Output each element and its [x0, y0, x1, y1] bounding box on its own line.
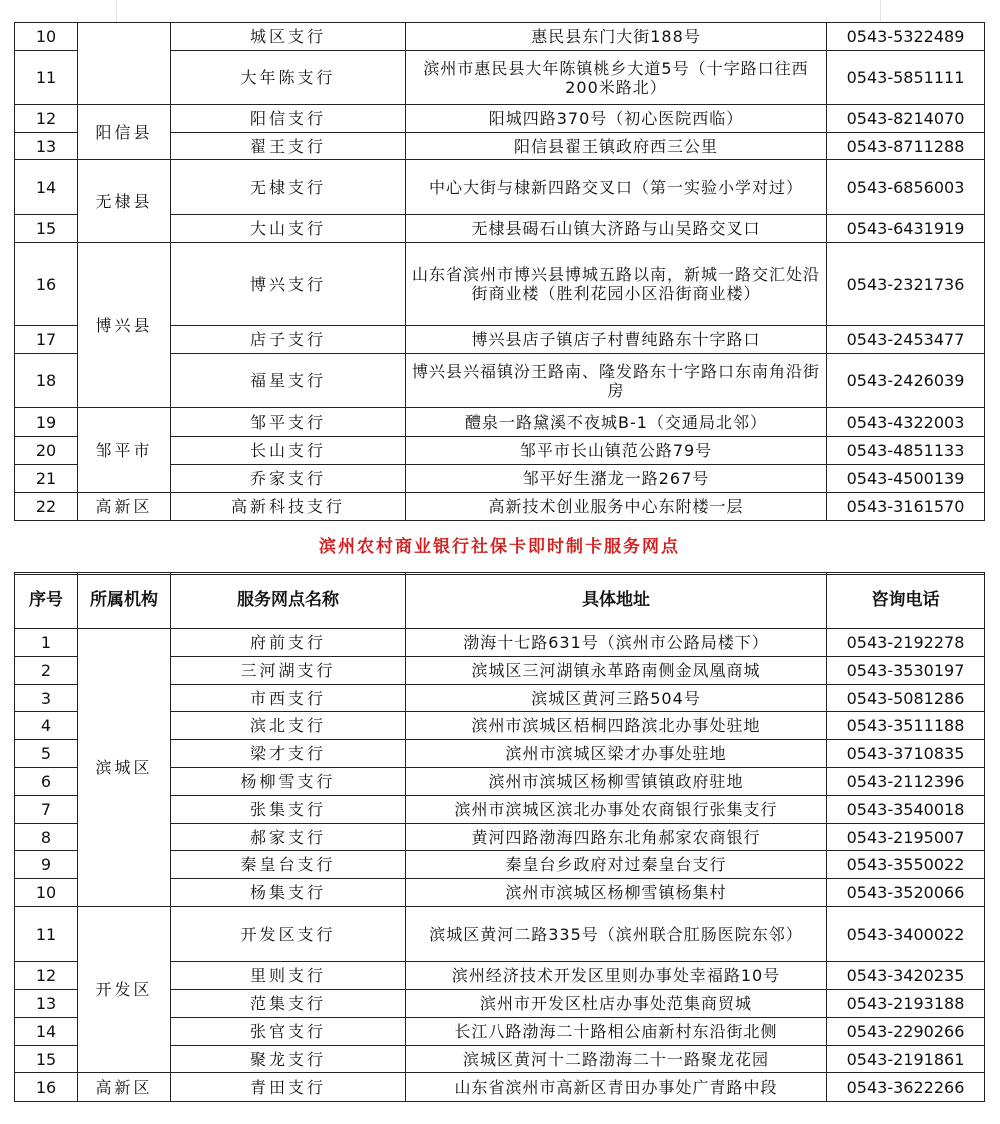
section-title: 滨州农村商业银行社保卡即时制卡服务网点 — [15, 521, 985, 575]
branch-address: 高新技术创业服务中心东附楼一层 — [406, 493, 827, 521]
org-cell: 阳信县 — [78, 105, 171, 160]
org-cell: 邹平市 — [78, 408, 171, 493]
branch-address: 渤海十七路631号（滨州市公路局楼下） — [406, 629, 827, 657]
org-cell: 开发区 — [78, 907, 171, 1073]
header-phone: 咨询电话 — [827, 573, 985, 629]
branch-name: 聚龙支行 — [171, 1046, 406, 1073]
branch-address: 邹平市长山镇范公路79号 — [406, 437, 827, 465]
branch-address: 山东省滨州市博兴县博城五路以南，新城一路交汇处沿街商业楼（胜利花园小区沿街商业楼） — [406, 243, 827, 326]
branch-phone: 0543-2192278 — [827, 629, 985, 657]
branch-address: 滨州市滨城区梧桐四路滨北办事处驻地 — [406, 712, 827, 740]
branch-phone: 0543-6856003 — [827, 160, 985, 215]
branch-address: 滨城区黄河二路335号（滨州联合肛肠医院东邻） — [406, 907, 827, 962]
branch-name: 开发区支行 — [171, 907, 406, 962]
branch-phone: 0543-2453477 — [827, 326, 985, 354]
row-number: 11 — [15, 907, 78, 962]
row-number: 9 — [15, 851, 78, 879]
branch-address: 醴泉一路黛溪不夜城B-1（交通局北邻） — [406, 408, 827, 437]
branch-address: 无棣县碣石山镇大济路与山吴路交叉口 — [406, 215, 827, 243]
branch-name: 翟王支行 — [171, 133, 406, 160]
row-number: 3 — [15, 685, 78, 712]
row-number: 2 — [15, 657, 78, 685]
table-row — [15, 105, 985, 133]
branch-phone: 0543-3520066 — [827, 879, 985, 907]
branch-name: 高新科技支行 — [171, 493, 406, 521]
row-number: 19 — [15, 408, 78, 437]
section-title-row — [15, 521, 985, 575]
org-cell: 滨城区 — [78, 629, 171, 907]
row-number: 14 — [15, 160, 78, 215]
branch-name: 市西支行 — [171, 685, 406, 712]
branch-phone: 0543-3511188 — [827, 712, 985, 740]
branch-phone: 0543-2321736 — [827, 243, 985, 326]
branch-address: 山东省滨州市高新区青田办事处广青路中段 — [406, 1073, 827, 1102]
table-row — [15, 1073, 985, 1102]
branch-name: 杨集支行 — [171, 879, 406, 907]
branch-phone: 0543-8214070 — [827, 105, 985, 133]
row-number: 15 — [15, 1046, 78, 1073]
branch-address: 阳信县翟王镇政府西三公里 — [406, 133, 827, 160]
header-address: 具体地址 — [406, 573, 827, 629]
branch-phone: 0543-5851111 — [827, 51, 985, 105]
branch-phone: 0543-2195007 — [827, 824, 985, 851]
row-number: 12 — [15, 105, 78, 133]
branch-phone: 0543-8711288 — [827, 133, 985, 160]
branch-address: 滨州经济技术开发区里则办事处幸福路10号 — [406, 962, 827, 990]
branch-address: 黄河四路渤海四路东北角郝家农商银行 — [406, 824, 827, 851]
branch-phone: 0543-5322489 — [827, 23, 985, 51]
row-number: 14 — [15, 1018, 78, 1046]
branch-phone: 0543-3540018 — [827, 796, 985, 824]
branch-name: 滨北支行 — [171, 712, 406, 740]
branch-phone: 0543-3530197 — [827, 657, 985, 685]
org-cell: 博兴县 — [78, 243, 171, 408]
row-number: 15 — [15, 215, 78, 243]
branch-name: 无棣支行 — [171, 160, 406, 215]
row-number: 8 — [15, 824, 78, 851]
table-row — [15, 243, 985, 326]
branch-phone: 0543-3161570 — [827, 493, 985, 521]
page-edge-line — [116, 0, 117, 22]
row-number: 21 — [15, 465, 78, 493]
branch-address: 滨州市开发区杜店办事处范集商贸城 — [406, 990, 827, 1018]
branch-name: 博兴支行 — [171, 243, 406, 326]
branch-phone: 0543-3622266 — [827, 1073, 985, 1102]
branch-name: 大山支行 — [171, 215, 406, 243]
branch-address: 滨州市滨城区杨柳雪镇杨集村 — [406, 879, 827, 907]
header-branch-name: 服务网点名称 — [171, 573, 406, 629]
branch-address: 阳城四路370号（初心医院西临） — [406, 105, 827, 133]
branch-name: 杨柳雪支行 — [171, 768, 406, 796]
branch-phone: 0543-2290266 — [827, 1018, 985, 1046]
branch-phone: 0543-2112396 — [827, 768, 985, 796]
row-number: 16 — [15, 1073, 78, 1102]
org-cell: 无棣县 — [78, 160, 171, 243]
row-number: 6 — [15, 768, 78, 796]
header-number: 序号 — [15, 573, 78, 629]
row-number: 22 — [15, 493, 78, 521]
branch-name: 张集支行 — [171, 796, 406, 824]
row-number: 7 — [15, 796, 78, 824]
branch-name: 里则支行 — [171, 962, 406, 990]
row-number: 12 — [15, 962, 78, 990]
branch-address: 邹平好生潴龙一路267号 — [406, 465, 827, 493]
branch-address: 滨城区黄河十二路渤海二十一路聚龙花园 — [406, 1046, 827, 1073]
row-number: 17 — [15, 326, 78, 354]
branch-phone: 0543-4500139 — [827, 465, 985, 493]
page-edge-line — [880, 0, 881, 22]
branch-address: 博兴县兴福镇汾王路南、隆发路东十字路口东南角沿街房 — [406, 354, 827, 408]
branch-name: 长山支行 — [171, 437, 406, 465]
row-number: 18 — [15, 354, 78, 408]
branch-name: 范集支行 — [171, 990, 406, 1018]
branch-name: 秦皇台支行 — [171, 851, 406, 879]
org-cell: 高新区 — [78, 1073, 171, 1102]
table-row — [15, 907, 985, 962]
branch-name: 乔家支行 — [171, 465, 406, 493]
branch-phone: 0543-6431919 — [827, 215, 985, 243]
branch-address: 滨城区黄河三路504号 — [406, 685, 827, 712]
row-number: 11 — [15, 51, 78, 105]
branch-name: 张官支行 — [171, 1018, 406, 1046]
branch-name: 阳信支行 — [171, 105, 406, 133]
org-cell — [78, 23, 171, 105]
branch-name: 三河湖支行 — [171, 657, 406, 685]
branch-name: 青田支行 — [171, 1073, 406, 1102]
row-number: 10 — [15, 23, 78, 51]
branch-phone: 0543-3550022 — [827, 851, 985, 879]
branch-address: 长江八路渤海二十路相公庙新村东沿街北侧 — [406, 1018, 827, 1046]
branch-phone: 0543-2426039 — [827, 354, 985, 408]
table-row — [15, 493, 985, 521]
org-cell: 高新区 — [78, 493, 171, 521]
table-row — [15, 23, 985, 51]
branch-name: 梁才支行 — [171, 740, 406, 768]
branch-address: 滨州市滨城区杨柳雪镇镇政府驻地 — [406, 768, 827, 796]
branch-phone: 0543-4322003 — [827, 408, 985, 437]
row-number: 4 — [15, 712, 78, 740]
branch-address: 滨州市滨城区梁才办事处驻地 — [406, 740, 827, 768]
branch-address: 秦皇台乡政府对过秦皇台支行 — [406, 851, 827, 879]
branch-phone: 0543-2193188 — [827, 990, 985, 1018]
branch-phone: 0543-4851133 — [827, 437, 985, 465]
branch-name: 店子支行 — [171, 326, 406, 354]
branch-phone: 0543-5081286 — [827, 685, 985, 712]
branch-address: 惠民县东门大街188号 — [406, 23, 827, 51]
row-number: 13 — [15, 133, 78, 160]
row-number: 10 — [15, 879, 78, 907]
branch-name: 府前支行 — [171, 629, 406, 657]
row-number: 1 — [15, 629, 78, 657]
table-row — [15, 160, 985, 215]
branch-name: 福星支行 — [171, 354, 406, 408]
row-number: 16 — [15, 243, 78, 326]
table-row — [15, 629, 985, 657]
row-number: 5 — [15, 740, 78, 768]
branch-address: 滨城区三河湖镇永革路南侧金凤凰商城 — [406, 657, 827, 685]
social-security-card-table — [14, 572, 985, 1102]
branch-name: 城区支行 — [171, 23, 406, 51]
branch-address: 博兴县店子镇店子村曹纯路东十字路口 — [406, 326, 827, 354]
header-org: 所属机构 — [78, 573, 171, 629]
branch-address: 中心大街与棣新四路交叉口（第一实验小学对过） — [406, 160, 827, 215]
branch-phone: 0543-3400022 — [827, 907, 985, 962]
branch-phone: 0543-3710835 — [827, 740, 985, 768]
branch-name: 邹平支行 — [171, 408, 406, 437]
branch-name: 郝家支行 — [171, 824, 406, 851]
branch-address: 滨州市惠民县大年陈镇桃乡大道5号（十字路口往西200米路北） — [406, 51, 827, 105]
row-number: 20 — [15, 437, 78, 465]
branch-phone: 0543-2191861 — [827, 1046, 985, 1073]
table-row — [15, 408, 985, 437]
header-row — [15, 573, 985, 629]
branch-phone: 0543-3420235 — [827, 962, 985, 990]
branch-table-continued — [14, 22, 985, 575]
row-number: 13 — [15, 990, 78, 1018]
branch-name: 大年陈支行 — [171, 51, 406, 105]
branch-address: 滨州市滨城区滨北办事处农商银行张集支行 — [406, 796, 827, 824]
